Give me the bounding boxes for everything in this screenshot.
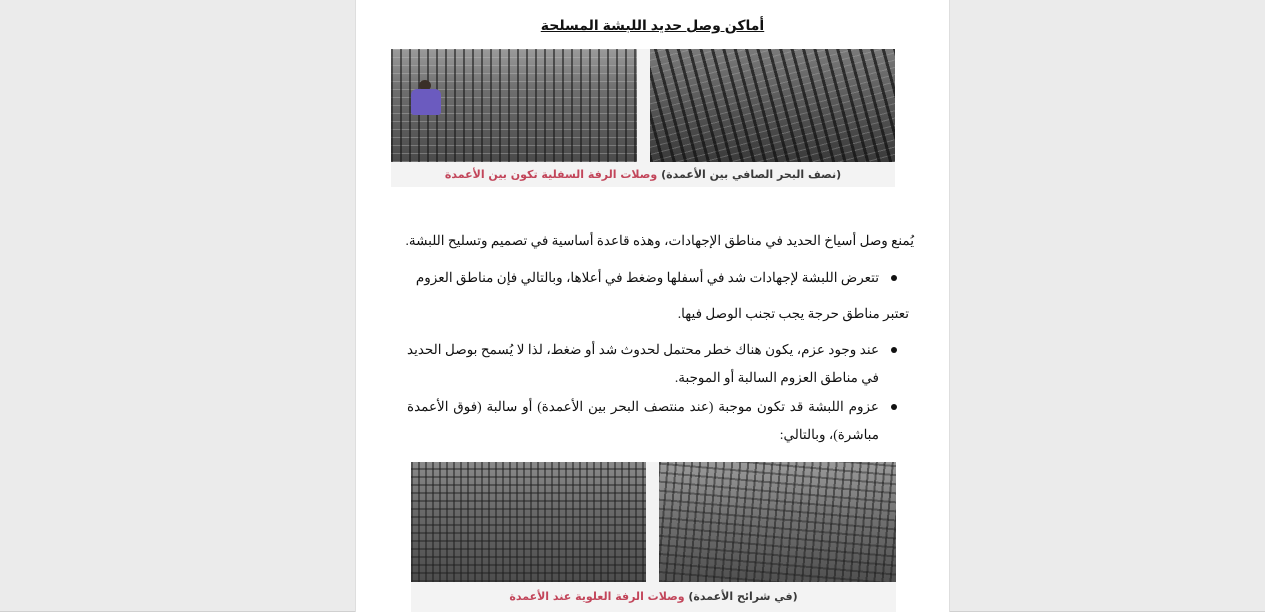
- bullet-list-1: [407, 264, 897, 292]
- bullet-1-continuation: تعتبر مناطق حرجة يجب تجنب الوصل فيها.: [677, 306, 909, 321]
- intro-paragraph: يُمنع وصل أسياخ الحديد في مناطق الإجهادات، وهذه قاعدة أساسية في تصميم وتسليح اللبشة.: [405, 233, 914, 248]
- figure-1-caption: [391, 162, 895, 187]
- figure-1-caption-note: (نصف البحر الصافي بين الأعمدة): [661, 168, 842, 181]
- figure-1-caption-main: وصلات الرفة السفلية تكون بين الأعمدة: [444, 168, 658, 181]
- bullet-item: تتعرض اللبشة لإجهادات شد في أسفلها وضغط في أعلاها، وبالتالي فإن مناطق العزوم: [407, 264, 897, 292]
- bullet-item: عند وجود عزم، يكون هناك خطر محتمل لحدوث شد أو ضغط، لذا لا يُسمح بوصل الحديد في مناطق العزوم السالبة أو الموجبة.: [407, 336, 897, 392]
- rebar-photo-right: [659, 462, 896, 582]
- rebar-photo-right: [650, 49, 895, 162]
- document-page: [355, 0, 950, 612]
- rebar-photo-left: [391, 49, 637, 162]
- bullet-item: عزوم اللبشة قد تكون موجبة (عند منتصف البحر بين الأعمدة) أو سالبة (فوق الأعمدة مباشرة)، وبالتالي:: [407, 393, 897, 449]
- bullet-list-2: [407, 336, 897, 450]
- figure-bottom-rebar-photo: [391, 49, 895, 187]
- figure-2-caption: [411, 582, 896, 612]
- document-title: أماكن وصل حديد اللبشة المسلحة: [540, 17, 765, 33]
- rebar-photo-left: [411, 462, 646, 582]
- worker-figure: [411, 89, 441, 115]
- figure-2-caption-note: (في شرائح الأعمدة): [688, 590, 798, 603]
- figure-top-rebar-photo: [411, 462, 896, 612]
- figure-2-caption-main: وصلات الرفة العلوية عند الأعمدة: [509, 590, 685, 603]
